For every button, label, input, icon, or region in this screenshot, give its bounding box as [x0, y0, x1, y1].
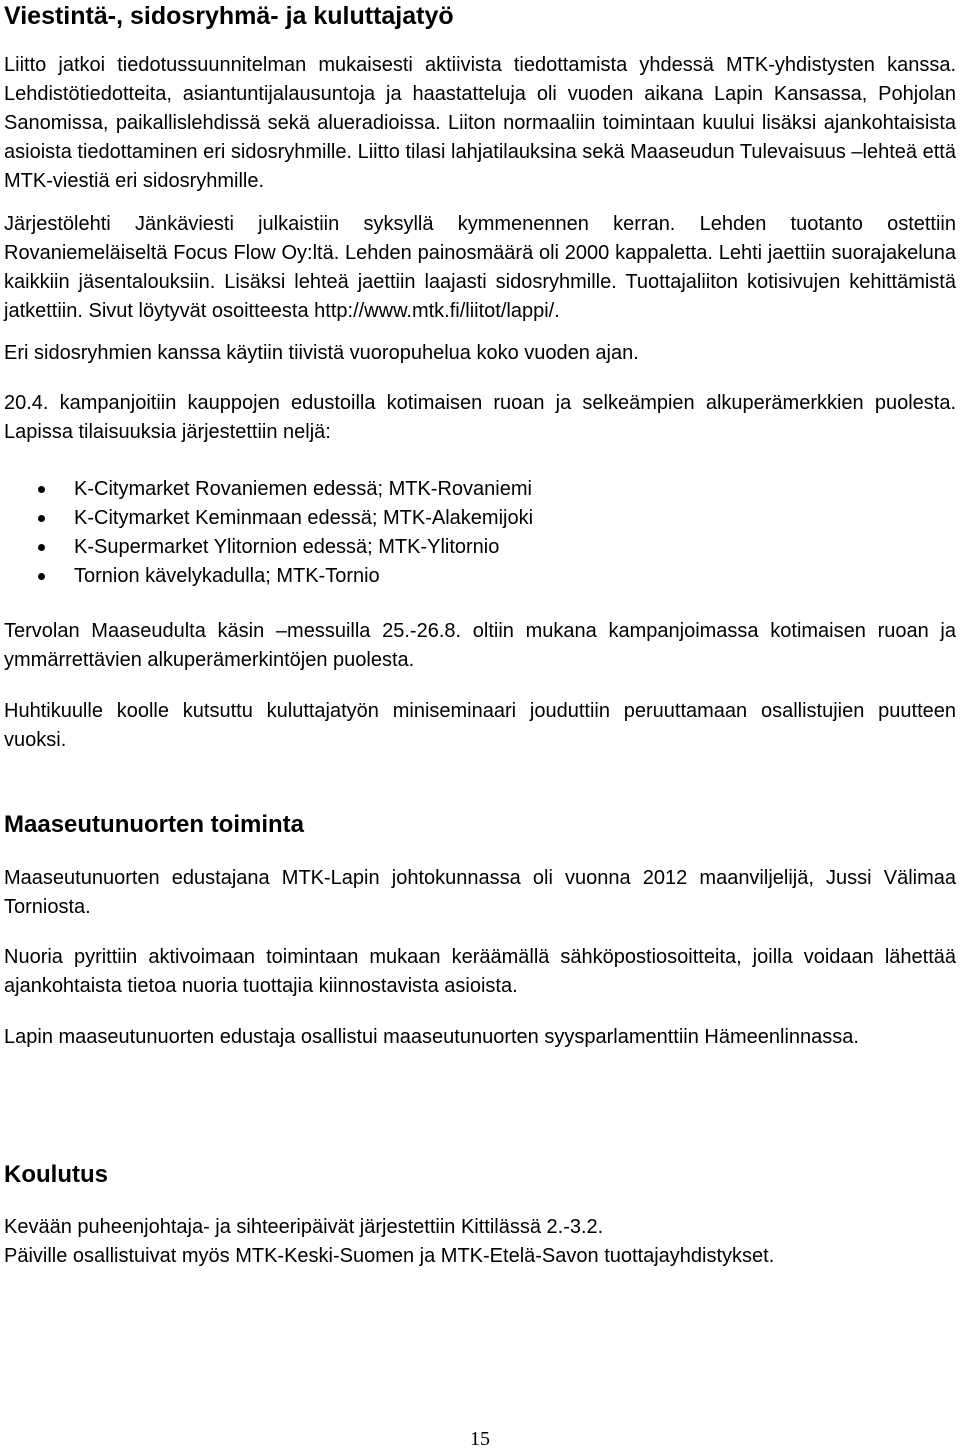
section-heading-training: Koulutus	[4, 1161, 108, 1188]
bullet-icon	[38, 544, 45, 551]
section-heading-communication: Viestintä-, sidosryhmä- ja kuluttajatyö	[4, 2, 454, 30]
list-item: K-Supermarket Ylitornion edessä; MTK-Ylitornio	[4, 533, 956, 562]
paragraph-fair: Tervolan Maaseudulta käsin –messuilla 25.-26.8. oltiin mukana kampanjoimassa kotimaisen ruoan ja ymmärrettävien alkuperämerkintöjen puolesta.	[4, 620, 956, 671]
paragraph-member-magazine: Järjestölehti Jänkäviesti julkaistiin syksyllä kymmenennen kerran. Lehden tuotanto ostettiin Rovaniemeläiseltä Focus Flow Oy:ltä. Lehden painosmäärä oli 2000 kappaletta. Lehti jaettiin suorajakeluna kaikkiin jäsentalouksiin. Lisäksi lehteä jaettiin laajasti sidosryhmille. Tuottajaliiton kotisivujen kehittämistä jatkettiin. Sivut löytyvät osoitteesta http://www.mtk.fi/liitot/lappi/.	[4, 213, 956, 322]
paragraph-youth-parliament: Lapin maaseutunuorten edustaja osallistui maaseutunuorten syysparlamenttiin Hämeenlinnassa.	[4, 1026, 859, 1048]
paragraph-youth-activation: Nuoria pyrittiin aktivoimaan toimintaan mukaan keräämällä sähköpostiosoitteita, joilla voidaan lähettää ajankohtaista tietoa nuoria tuottajia kiinnostavista asioista.	[4, 946, 956, 997]
bullet-icon	[38, 573, 45, 580]
paragraph-seminar: Huhtikuulle koolle kutsuttu kuluttajatyön miniseminaari jouduttiin peruuttamaan osallistujien puutteen vuoksi.	[4, 700, 956, 751]
bullet-icon	[38, 486, 45, 493]
list-item: K-Citymarket Keminmaan edessä; MTK-Alakemijoki	[4, 504, 956, 533]
paragraph-stakeholder-dialogue: Eri sidosryhmien kanssa käytiin tiivistä vuoropuhelua koko vuoden ajan.	[4, 342, 639, 364]
document-page	[4, 0, 956, 1271]
paragraph-training-days: Kevään puheenjohtaja- ja sihteeripäivät järjestettiin Kittilässä 2.-3.2.	[4, 1216, 604, 1238]
paragraph-training-participants: Päiville osallistuivat myös MTK-Keski-Suomen ja MTK-Etelä-Savon tuottajayhdistykset.	[4, 1245, 775, 1267]
bullet-icon	[38, 515, 45, 522]
list-item: K-Citymarket Rovaniemen edessä; MTK-Rovaniemi	[4, 475, 956, 504]
paragraph-communication-plan: Liitto jatkoi tiedotussuunnitelman mukaisesti aktiivista tiedottamista yhdessä MTK-yhdistysten kanssa. Lehdistötiedotteita, asiantuntijalausuntoja ja haastatteluja oli vuoden aikana Lapin Kansassa, Pohjolan Sanomissa, paikallislehdissä sekä alueradioissa. Liiton normaaliin toimintaan kuului lisäksi ajankohtaisista asioista tiedottaminen eri sidosryhmille. Liitto tilasi lahjatilauksina sekä Maaseudun Tulevaisuus –lehteä että MTK-viestiä eri sidosryhmille.	[4, 54, 956, 192]
section-heading-rural-youth: Maaseutunuorten toiminta	[4, 811, 305, 838]
page-number: 15	[470, 1428, 490, 1450]
paragraph-youth-representative: Maaseutunuorten edustajana MTK-Lapin johtokunnassa oli vuonna 2012 maanviljelijä, Jussi Välimaa Torniosta.	[4, 867, 956, 918]
paragraph-campaign: 20.4. kampanjoitiin kauppojen edustoilla kotimaisen ruoan ja selkeämpien alkuperämerkkien puolesta. Lapissa tilaisuuksia järjestettiin neljä:	[4, 392, 956, 443]
list-item: Tornion kävelykadulla; MTK-Tornio	[4, 562, 956, 591]
campaign-location-list	[4, 475, 956, 591]
